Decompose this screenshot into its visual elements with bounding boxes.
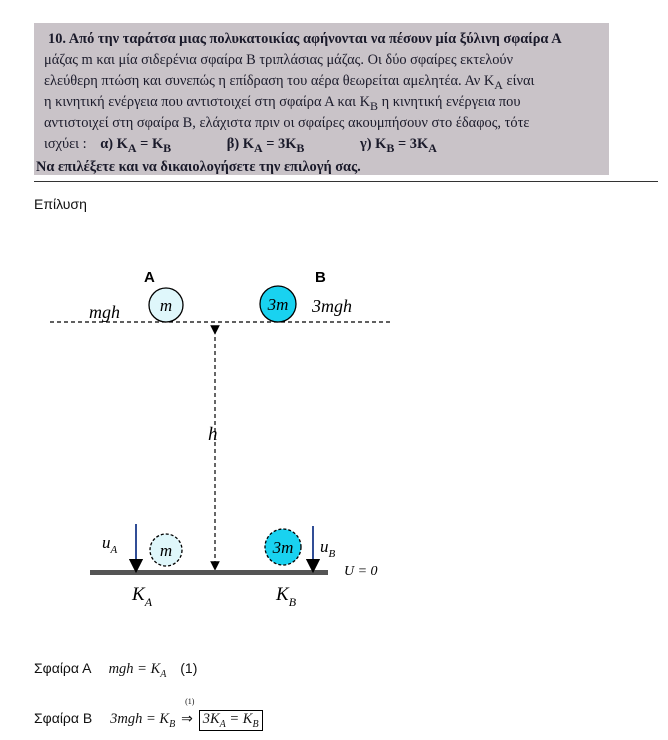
implies-ref: (1)	[185, 697, 195, 706]
equation-1	[34, 660, 197, 680]
boxed-result-right: = K	[225, 711, 253, 727]
ground-potential-label: U = 0	[344, 564, 378, 579]
problem-line-6	[44, 136, 437, 156]
option-c-sub-2: Α	[428, 140, 437, 155]
option-b-sub-1: Α	[253, 140, 263, 155]
problem-line-1: 10. Από την ταράτσα μιας πολυκατοικίας αφήνονται να πέσουν μία ξύλινη σφαίρα Α	[48, 31, 562, 47]
kinetic-a-sub: A	[144, 595, 153, 609]
equation-1-ref: (1)	[180, 660, 198, 676]
boxed-result	[199, 710, 263, 731]
problem-photo	[34, 23, 609, 175]
velocity-a-label	[102, 533, 118, 556]
problem-line-7: Να επιλέξετε και να δικαιολογήσετε την επιλογή σας.	[36, 159, 361, 175]
option-a-sub-1: Α	[127, 140, 137, 155]
velocity-a-symbol: u	[102, 533, 111, 552]
kinetic-b-sub: B	[288, 595, 297, 609]
equation-2	[34, 697, 263, 731]
boxed-result-right-sub: B	[252, 718, 259, 730]
label-a: A	[144, 269, 155, 286]
free-fall-diagram	[0, 240, 668, 620]
option-b-label: β) Κ	[226, 136, 254, 152]
kinetic-a-label	[131, 584, 153, 609]
implies-arrow: (1) ⇒	[181, 697, 195, 726]
equation-2-expr	[110, 711, 176, 730]
sphere-b-top	[260, 286, 296, 322]
velocity-b-sub: B	[328, 548, 336, 560]
problem-line-2: μάζας m και μία σιδερένια σφαίρα Β τριπλάσιας μάζας. Οι δύο σφαίρες εκτελούν	[44, 52, 514, 68]
option-c-label: γ) Κ	[360, 136, 387, 152]
problem-line-3-tail: είναι	[502, 73, 535, 89]
problem-line-6-text: ισχύει :	[44, 136, 87, 152]
kinetic-b-symbol: K	[276, 584, 289, 605]
divider	[34, 181, 658, 182]
problem-line-3-sub: Α	[494, 77, 503, 92]
problem-line-4-text: η κινητική ενέργεια που αντιστοιχεί στη σφαίρα Α και Κ	[44, 94, 371, 110]
velocity-b-symbol: u	[320, 537, 329, 556]
problem-line-3	[44, 73, 534, 93]
sphere-b-bottom-label: 3m	[272, 538, 294, 557]
option-b-sub-2: Β	[296, 140, 305, 155]
equation-1-expr-text: mgh = K	[108, 661, 161, 677]
equation-2-label: Σφαίρα Β	[34, 710, 93, 726]
option-c: γ) $K_B = 3K_A$	[360, 136, 437, 155]
kinetic-a-symbol: K	[132, 584, 145, 605]
ground	[90, 570, 328, 575]
option-a-label: α) Κ	[100, 136, 128, 152]
option-a-sub-2: Β	[163, 140, 172, 155]
sphere-a-bottom-label: m	[159, 541, 173, 560]
problem-line-5: αντιστοιχεί στη σφαίρα Β, ελάχιστα πριν οι σφαίρες ακουμπήσουν στο έδαφος, τότε	[44, 115, 530, 131]
sphere-b-top-label: 3m	[267, 295, 289, 314]
sphere-a-top-label: m	[159, 296, 173, 315]
equation-2-expr-text: 3mgh = K	[110, 711, 170, 727]
sphere-a-top	[149, 288, 183, 322]
option-c-sub-1: Β	[386, 140, 395, 155]
kinetic-b-label	[275, 584, 297, 609]
option-a: α) $K_A = K_B$	[100, 136, 172, 155]
solution-heading: Επίλυση	[34, 196, 87, 212]
velocity-b-label	[320, 537, 336, 560]
boxed-result-left: 3K	[202, 711, 220, 727]
energy-a-top: mgh	[89, 302, 120, 322]
height-label: h	[208, 424, 218, 445]
equation-1-sub: A	[160, 668, 167, 680]
problem-line-4-tail: η κινητική ενέργεια που	[378, 94, 521, 110]
boxed-result-left-sub: A	[219, 718, 226, 730]
equation-1-expr	[108, 661, 167, 680]
velocity-a-sub: A	[110, 544, 118, 556]
energy-b-top: 3mgh	[312, 296, 352, 316]
problem-line-4	[44, 94, 520, 114]
equation-2-sub: B	[169, 718, 176, 730]
sphere-a-bottom	[150, 534, 182, 566]
option-b: β) $K_A = 3K_B$	[226, 136, 305, 155]
label-b: B	[315, 269, 326, 286]
equation-1-label: Σφαίρα Α	[34, 660, 91, 676]
problem-line-3-text: ελεύθερη πτώση και συνεπώς η επίδραση του αέρα θεωρείται αμελητέα. Αν Κ	[44, 73, 495, 89]
problem-line-4-sub: Β	[370, 98, 379, 113]
sphere-b-bottom	[265, 529, 301, 565]
